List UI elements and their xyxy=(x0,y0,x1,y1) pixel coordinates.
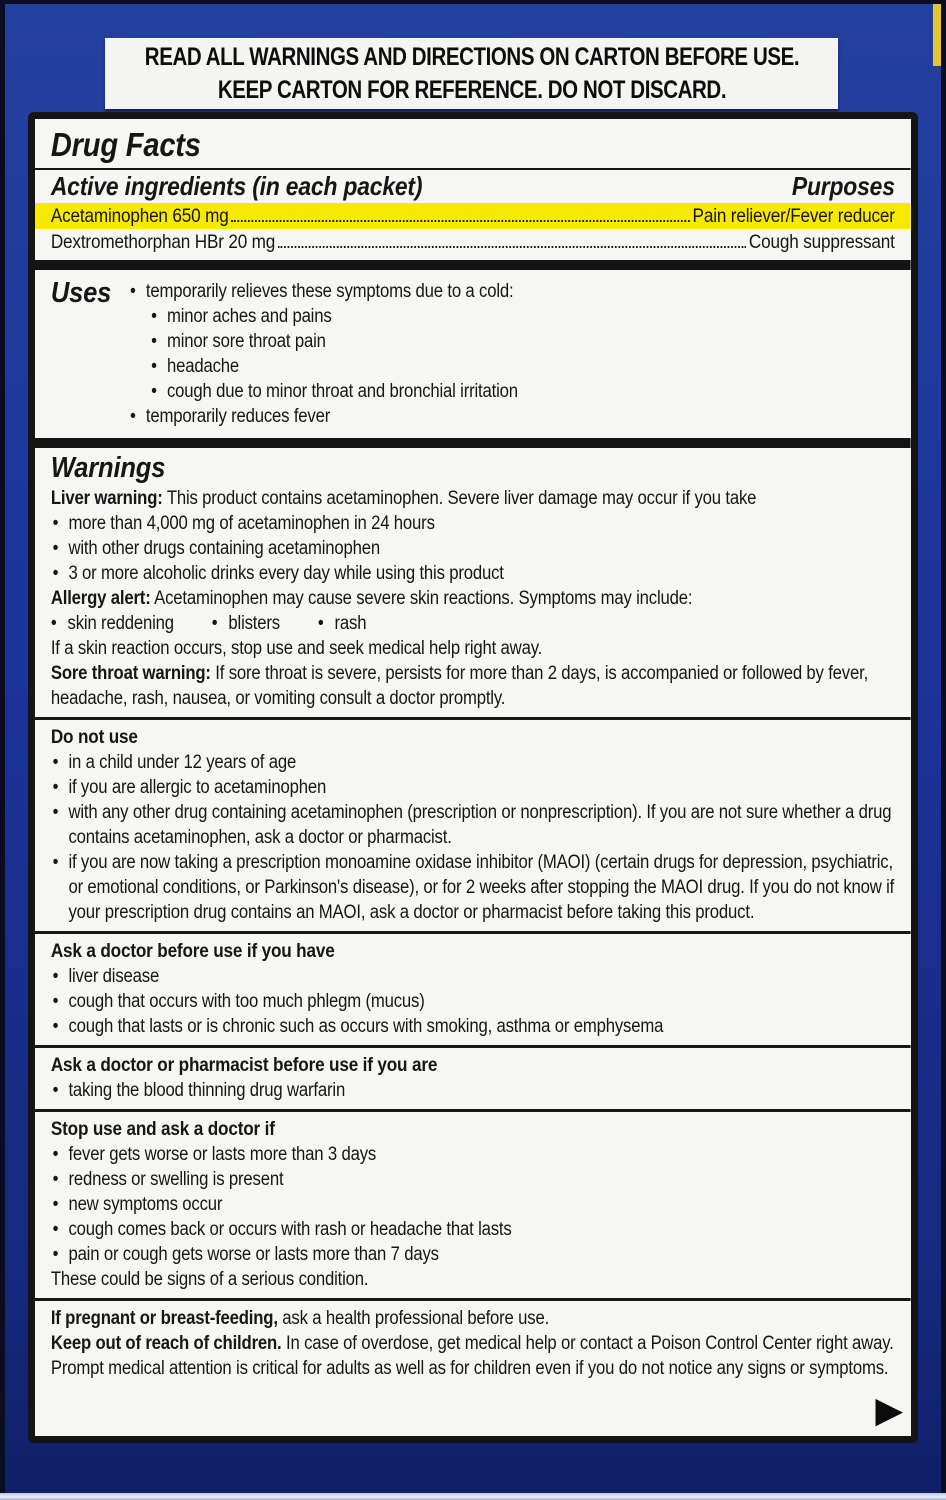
ask-doctor-pharmacist-list xyxy=(35,1078,911,1103)
allergy-symptoms-list xyxy=(35,611,911,636)
continue-arrow-icon: ▶ xyxy=(875,1389,903,1430)
stop-use-list xyxy=(35,1142,911,1267)
do-not-use-heading: Do not use xyxy=(50,726,138,748)
liver-warning-label: Liver warning: xyxy=(50,488,163,509)
ingredient-row-dextromethorphan xyxy=(35,229,911,255)
list-item: • if you are allergic to acetaminophen xyxy=(51,775,895,800)
sore-throat-warning-label: Sore throat warning: xyxy=(50,663,211,684)
list-item: • liver disease xyxy=(51,964,895,989)
carton-notice-line-1: READ ALL WARNINGS AND DIRECTIONS ON CARTON BEFORE USE. xyxy=(144,42,799,71)
liver-warning-text: This product contains acetaminophen. Severe liver damage may occur if you take xyxy=(166,488,757,509)
divider-thin xyxy=(35,1045,911,1048)
allergy-alert-label: Allergy alert: xyxy=(50,588,151,609)
drug-facts-title: Drug Facts xyxy=(50,126,201,163)
ask-doctor-list xyxy=(35,964,911,1039)
sore-throat-warning xyxy=(35,661,911,711)
ask-doctor-heading: Ask a doctor before use if you have xyxy=(50,940,335,962)
list-item: • headache xyxy=(149,354,518,379)
section-active-ingredients xyxy=(35,119,911,260)
list-item: • taking the blood thinning drug warfarin xyxy=(51,1078,895,1103)
dot-leader xyxy=(278,246,746,248)
section-divider-bar xyxy=(35,260,911,270)
serious-condition-note: These could be signs of a serious condition. xyxy=(50,1269,369,1290)
keep-away-warning-text: In case of overdose, get medical help or contact a Poison Control Center right away. Prompt medical attention is critical for adults as well as for children even if you do not notice any signs or symptoms. xyxy=(50,1333,894,1379)
ingredient-name: Acetaminophen 650 mg xyxy=(50,205,229,227)
pregnancy-warning xyxy=(35,1306,911,1331)
list-item: • redness or swelling is present xyxy=(51,1167,895,1192)
uses-heading: Uses xyxy=(50,277,112,309)
stop-use-heading: Stop use and ask a doctor if xyxy=(50,1118,275,1140)
list-item: • with any other drug containing acetaminophen (prescription or nonprescription). If you are not sure whether a drug contains acetaminophen, ask a doctor or pharmacist. xyxy=(51,800,895,850)
divider-thin xyxy=(35,1109,911,1112)
warnings-heading: Warnings xyxy=(50,452,166,484)
list-item: • cough that lasts or is chronic such as occurs with smoking, asthma or emphysema xyxy=(51,1014,895,1039)
divider-thin xyxy=(35,931,911,934)
divider-thin xyxy=(35,1298,911,1301)
list-item: • 3 or more alcoholic drinks every day while using this product xyxy=(51,561,895,586)
do-not-use-list xyxy=(35,750,911,925)
allergy-alert xyxy=(35,586,911,611)
active-ingredients-heading: Active ingredients (in each packet) xyxy=(50,171,423,201)
liver-warning-list xyxy=(35,511,911,586)
list-item: • cough that occurs with too much phlegm (mucus) xyxy=(51,989,895,1014)
purposes-heading: Purposes xyxy=(791,171,895,201)
ingredient-name: Dextromethorphan HBr 20 mg xyxy=(50,231,276,253)
list-item: • temporarily relieves these symptoms due to a cold: xyxy=(128,279,518,304)
section-divider-bar xyxy=(35,438,911,448)
carton-notice-box xyxy=(105,38,838,109)
list-item: • if you are now taking a prescription monoamine oxidase inhibitor (MAOI) (certain drugs for depression, psychiatric, or emotional conditions, or Parkinson's disease), or for 2 weeks after stopping the MAOI drug. If you do not know if your prescription drug contains an MAOI, ask a doctor or pharmacist before taking this product. xyxy=(51,850,895,925)
keep-away-warning xyxy=(35,1331,911,1381)
keep-away-warning-label: Keep out of reach of children. xyxy=(50,1333,282,1354)
list-item: • minor sore throat pain xyxy=(149,329,518,354)
list-item: • cough comes back or occurs with rash or headache that lasts xyxy=(51,1217,895,1242)
liver-warning xyxy=(35,486,911,511)
uses-list xyxy=(128,279,518,429)
list-item: • fever gets worse or lasts more than 3 days xyxy=(51,1142,895,1167)
ingredient-row-acetaminophen xyxy=(35,203,911,229)
list-item: • skin reddening xyxy=(51,611,174,636)
list-item: • blisters xyxy=(212,611,280,636)
list-item: • cough due to minor throat and bronchial irritation xyxy=(149,379,518,404)
allergy-alert-text: Acetaminophen may cause severe skin reactions. Symptoms may include: xyxy=(154,588,693,609)
section-warnings xyxy=(35,448,911,1393)
ask-doctor-pharmacist-heading: Ask a doctor or pharmacist before use if you are xyxy=(50,1054,438,1076)
pregnancy-warning-label: If pregnant or breast-feeding, xyxy=(50,1308,278,1329)
list-item: • in a child under 12 years of age xyxy=(51,750,895,775)
section-uses xyxy=(35,270,911,438)
list-item: • new symptoms occur xyxy=(51,1192,895,1217)
package-edge-accent xyxy=(933,4,941,66)
pregnancy-warning-text: ask a health professional before use. xyxy=(282,1308,550,1329)
list-item: • temporarily reduces fever xyxy=(128,404,518,429)
carton-notice-line-2: KEEP CARTON FOR REFERENCE. DO NOT DISCARD. xyxy=(217,75,726,104)
skin-reaction-note: If a skin reaction occurs, stop use and seek medical help right away. xyxy=(50,638,543,659)
dot-leader xyxy=(231,220,690,222)
ingredient-purpose: Pain reliever/Fever reducer xyxy=(692,205,895,227)
package-bottom-edge xyxy=(0,1493,946,1500)
list-item: • minor aches and pains xyxy=(149,304,518,329)
ingredient-purpose: Cough suppressant xyxy=(748,231,895,253)
list-item: • rash xyxy=(318,611,367,636)
list-item: • with other drugs containing acetaminophen xyxy=(51,536,895,561)
divider-thin xyxy=(35,717,911,720)
list-item: • more than 4,000 mg of acetaminophen in 24 hours xyxy=(51,511,895,536)
list-item: • pain or cough gets worse or lasts more than 7 days xyxy=(51,1242,895,1267)
drug-facts-panel xyxy=(28,112,918,1443)
sore-throat-warning-text: If sore throat is severe, persists for more than 2 days, is accompanied or followed by fever, headache, rash, nausea, or vomiting consult a doctor promptly. xyxy=(50,663,869,709)
